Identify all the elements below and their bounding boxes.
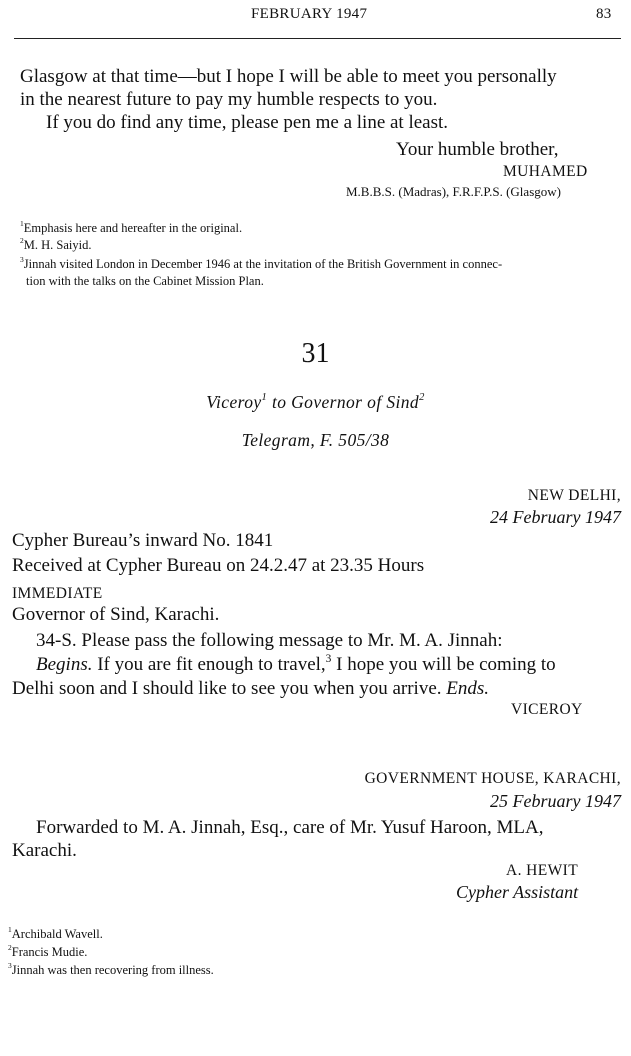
header-rule bbox=[14, 38, 621, 39]
cypher-inward: Cypher Bureau’s inward No. 1841 bbox=[12, 530, 274, 551]
footnote: $^3$Jinnah was then recovering from illness. bbox=[8, 961, 214, 977]
running-title: FEBRUARY 1947 bbox=[251, 6, 368, 22]
footnote-continuation: tion with the talks on the Cabinet Mission Plan. bbox=[26, 274, 264, 288]
document-title: Viceroy$^1$ to Governor of Sind$^2$ bbox=[206, 392, 425, 412]
cypher-received: Received at Cypher Bureau on 24.2.47 at 23.35 Hours bbox=[12, 555, 425, 576]
dateline-place: NEW DELHI, bbox=[527, 487, 621, 504]
message-line-1: Begins. If you are fit enough to travel,$^3$ I hope you will be coming to bbox=[36, 652, 556, 675]
forwarding-signatory: A. HEWIT bbox=[506, 862, 579, 879]
footnote: $^1$Emphasis here and hereafter in the original. bbox=[20, 219, 243, 235]
document-number: 31 bbox=[301, 338, 330, 369]
letter-credentials: M.B.B.S. (Madras), F.R.F.P.S. (Glasgow) bbox=[346, 184, 561, 199]
forwarding-line-2: Karachi. bbox=[12, 840, 77, 861]
message-intro: 34-S. Please pass the following message to Mr. M. A. Jinnah: bbox=[36, 630, 503, 651]
dateline-date: 24 February 1947 bbox=[490, 507, 621, 527]
forwarding-place: GOVERNMENT HOUSE, KARACHI, bbox=[364, 770, 621, 787]
addressee: Governor of Sind, Karachi. bbox=[12, 604, 220, 625]
page-number: 83 bbox=[596, 6, 612, 22]
letter-line-2: in the nearest future to pay my humble respects to you. bbox=[20, 89, 438, 110]
forwarding-line-1: Forwarded to M. A. Jinnah, Esq., care of Mr. Yusuf Haroon, MLA, bbox=[36, 817, 544, 838]
message-sender: VICEROY bbox=[511, 701, 583, 718]
footnote: $^2$Francis Mudie. bbox=[8, 943, 88, 959]
footnote: $^2$M. H. Saiyid. bbox=[20, 236, 92, 252]
footnote: $^3$Jinnah visited London in December 1946 at the invitation of the British Government in connec- bbox=[20, 255, 503, 271]
forwarding-date: 25 February 1947 bbox=[490, 791, 621, 811]
forwarding-role: Cypher Assistant bbox=[456, 882, 579, 902]
footnote: $^1$Archibald Wavell. bbox=[8, 925, 103, 941]
letter-closing: Your humble brother, bbox=[396, 139, 559, 160]
letter-line-3: If you do find any time, please pen me a line at least. bbox=[46, 112, 449, 133]
priority-label: IMMEDIATE bbox=[12, 585, 103, 602]
letter-signature: MUHAMED bbox=[503, 163, 588, 180]
letter-line-1: Glasgow at that time—but I hope I will be able to meet you personally bbox=[20, 66, 557, 87]
message-line-2: Delhi soon and I should like to see you when you arrive. Ends. bbox=[12, 678, 490, 699]
document-subtitle: Telegram, F. 505/38 bbox=[241, 430, 390, 450]
